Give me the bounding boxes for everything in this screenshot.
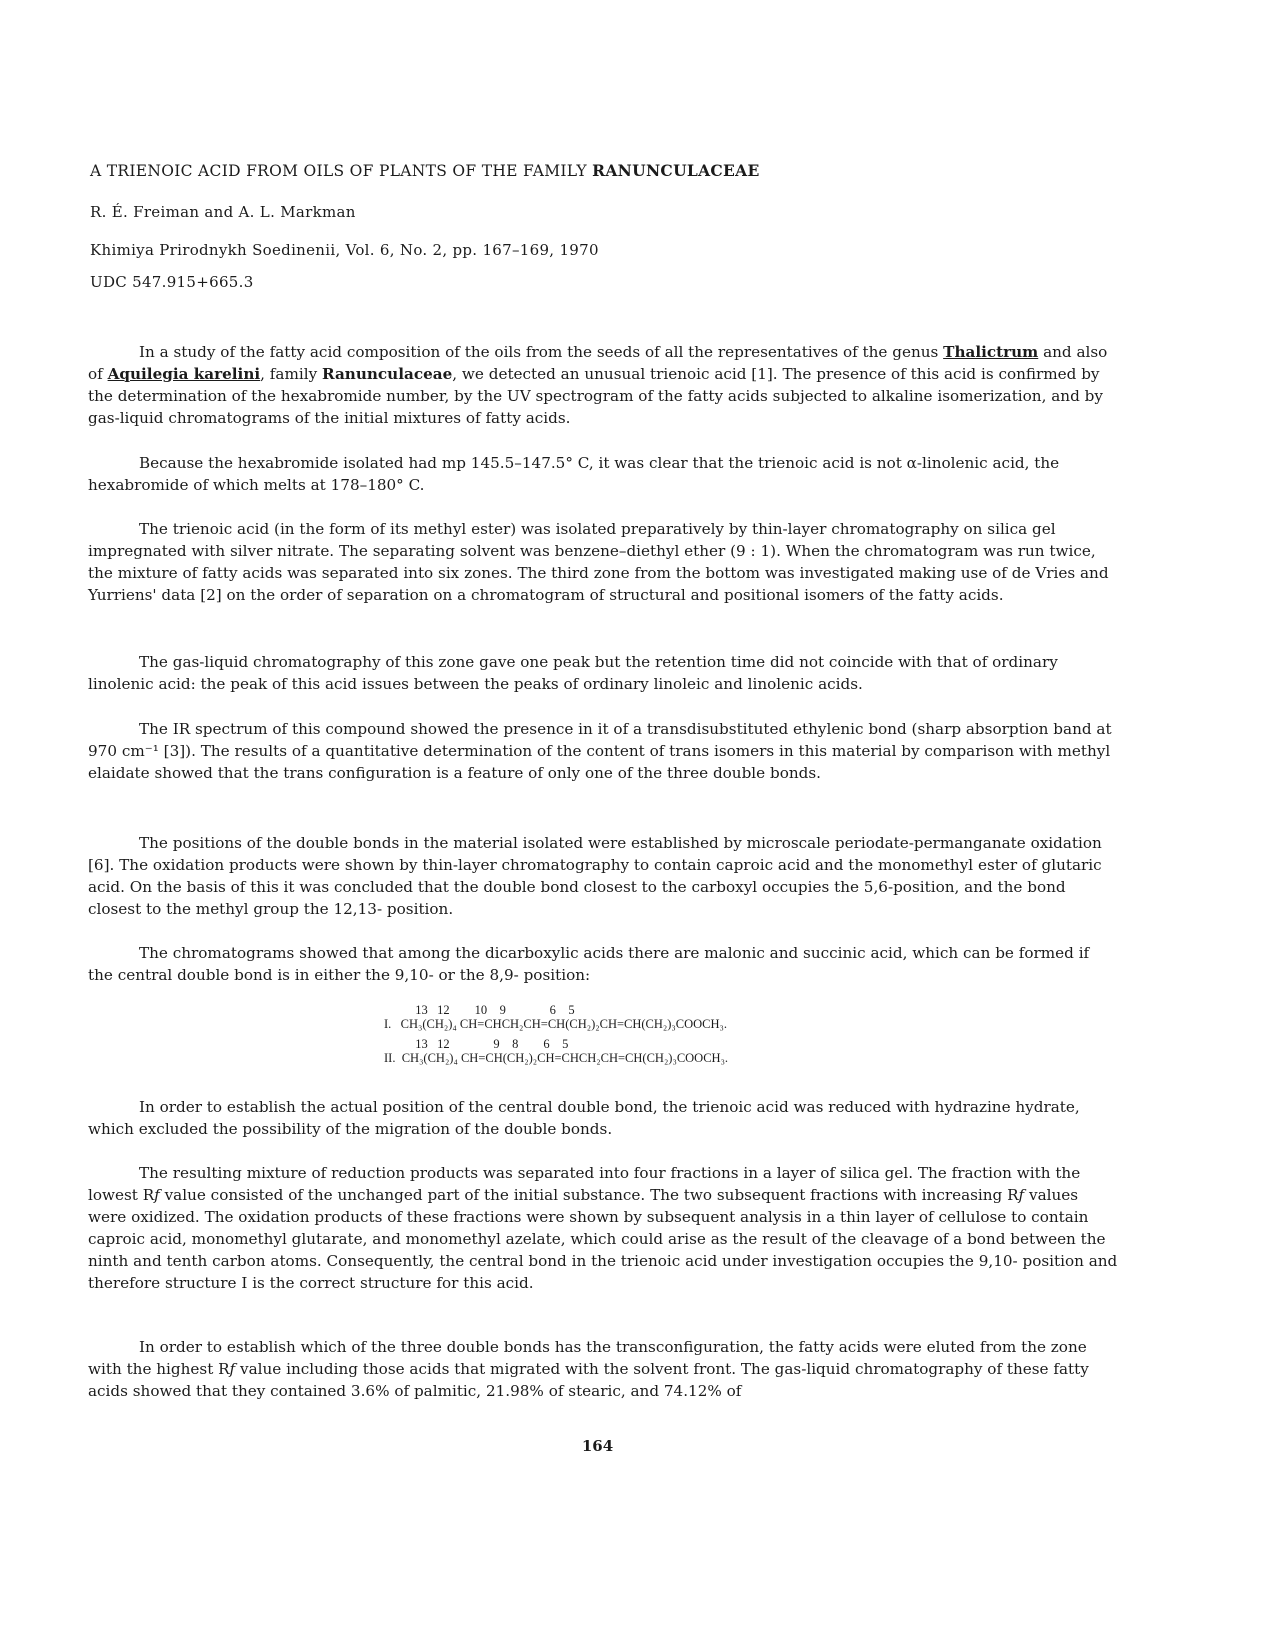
p1-text-d: , we detected an unusual trienoic acid [1]. The presence of this acid is confirmed by the determination of the hexabromide number, by the UV spectrogram of the fatty acids subjected to alkaline isomerization, and by gas-liquid chromatograms of the initial mixtures of fatty acids.: [88, 365, 1103, 427]
p2-text: Because the hexabromide isolated had mp 145.5–147.5° C, it was clear that the trienoic acid is not α-linolenic acid, the hexabromide of which melts at 178–180° C.: [88, 454, 1060, 494]
paragraph-9: [88, 1162, 1118, 1294]
species-name: Aquilegia karelini: [107, 365, 261, 383]
paragraph-4: [88, 651, 1118, 695]
udc-code: UDC 547.915+665.3: [90, 273, 254, 291]
paragraph-7: [88, 942, 1118, 986]
p6-text: The positions of the double bonds in the material isolated were established by microscale periodate-permanganate oxidation [6]. The oxidation products were shown by thin-layer chromatography to contain caproic acid and the monomethyl ester of glutaric acid. On the basis of this it was concluded that the double bond closest to the carboxyl occupies the 5,6-position, and the bond closest to the methyl group the 12,13- position.: [88, 834, 1102, 918]
paragraph-2: [88, 452, 1118, 496]
formula-1: I. CH₃(CH₂)₄ CH=CHCH₂CH=CH(CH₂)₂CH=CH(CH₂)₃COOCH₃.: [384, 1017, 728, 1031]
p7-text: The chromatograms showed that among the dicarboxylic acids there are malonic and succinic acid, which can be formed if the central double bond is in either the 9,10- or the 8,9- position:: [88, 944, 1090, 984]
citation: Khimiya Prirodnykh Soedinenii, Vol. 6, No. 2, pp. 167–169, 1970: [90, 241, 599, 259]
paper-title: [90, 161, 760, 180]
p8-text: In order to establish the actual position of the central double bond, the trienoic acid was reduced with hydrazine hydrate, which excluded the possibility of the migration of the double bonds.: [88, 1098, 1080, 1138]
paragraph-8: [88, 1096, 1118, 1140]
title-family: RANUNCULACEAE: [592, 161, 760, 180]
paragraph-5: [88, 718, 1118, 784]
p10-text: In order to establish which of the three double bonds has the transconfiguration, the fatty acids were eluted from the zone with the highest R𝑓 value including those acids that migrated with the solvent front. The gas-liquid chromatography of these fatty acids showed that they contained 3.6% of palmitic, 21.98% of stearic, and 74.12% of: [88, 1338, 1089, 1400]
paragraph-6: [88, 832, 1118, 920]
p1-text-b: and also of: [88, 343, 1108, 383]
formula-2-numbers: 13 12 9 8 6 5: [384, 1037, 569, 1051]
formula-2: II. CH₃(CH₂)₄ CH=CH(CH₂)₂CH=CHCH₂CH=CH(CH₂)₃COOCH₃.: [384, 1051, 729, 1065]
title-text: A TRIENOIC ACID FROM OILS OF PLANTS OF THE FAMILY: [90, 162, 593, 180]
p4-text: The gas-liquid chromatography of this zone gave one peak but the retention time did not coincide with that of ordinary linolenic acid: the peak of this acid issues between the peaks of ordinary linoleic and linolenic acids.: [88, 653, 1058, 693]
paragraph-10: [88, 1336, 1118, 1402]
paragraph-1: [88, 341, 1118, 429]
genus-name: Thalictrum: [943, 343, 1039, 361]
family-name: Ranunculaceae: [322, 365, 453, 383]
authors: R. É. Freiman and A. L. Markman: [90, 203, 356, 221]
paragraph-3: [88, 518, 1118, 606]
p1-text-c: , family: [260, 365, 322, 383]
p9-text: The resulting mixture of reduction products was separated into four fractions in a layer of silica gel. The fraction with the lowest R𝑓 value consisted of the unchanged part of the initial substance. The two subsequent fractions with increasing R𝑓 values were oxidized. The oxidation products of these fractions were shown by subsequent analysis in a thin layer of cellulose to contain caproic acid, monomethyl glutarate, and monomethyl azelate, which could arise as the result of the cleavage of a bond between the ninth and tenth carbon atoms. Consequently, the central bond in the trienoic acid under investigation occupies the 9,10- position and therefore structure I is the correct structure for this acid.: [88, 1164, 1118, 1292]
p5-text: The IR spectrum of this compound showed the presence in it of a transdisubstituted ethylenic bond (sharp absorption band at 970 cm⁻¹ [3]). The results of a quantitative determination of the content of trans isomers in this material by comparison with methyl elaidate showed that the trans configuration is a feature of only one of the three double bonds.: [88, 720, 1112, 782]
formula-1-numbers: 13 12 10 9 6 5: [384, 1003, 575, 1017]
p1-text-a: In a study of the fatty acid composition of the oils from the seeds of all the representatives of the genus: [139, 343, 939, 361]
page-number: 164: [581, 1437, 614, 1455]
p3-text: The trienoic acid (in the form of its methyl ester) was isolated preparatively by thin-layer chromatography on silica gel impregnated with silver nitrate. The separating solvent was benzene–diethyl ether (9 : 1). When the chromatogram was run twice, the mixture of fatty acids was separated into six zones. The third zone from the bottom was investigated making use of de Vries and Yurriens' data [2] on the order of separation on a chromatogram of structural and positional isomers of the fatty acids.: [88, 520, 1109, 604]
